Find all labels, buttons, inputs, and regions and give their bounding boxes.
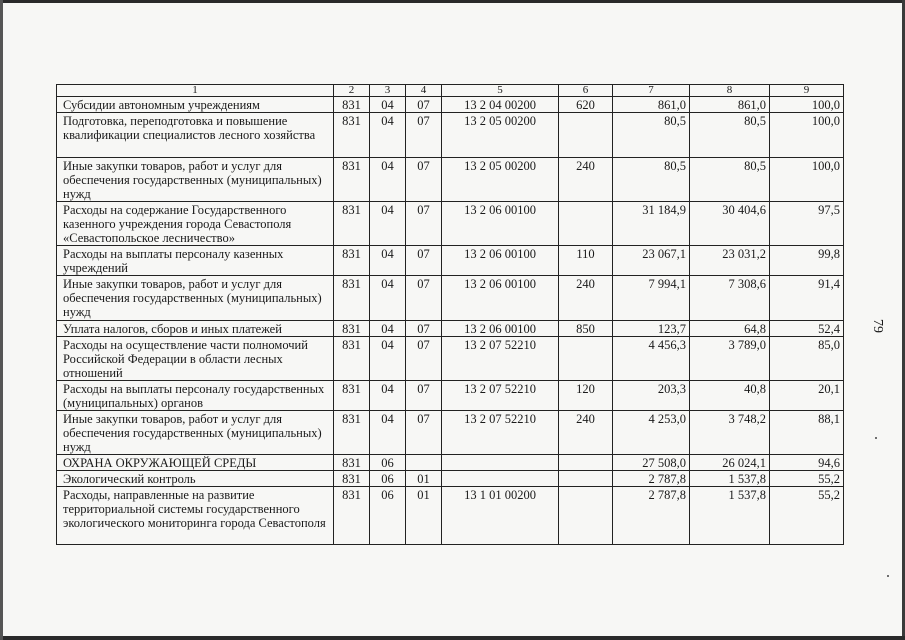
col-9-percent: 100,0 (770, 158, 844, 202)
col-2-code: 831 (334, 455, 370, 471)
col-4-subsection (406, 455, 442, 471)
col-6-expense-type (559, 337, 613, 381)
table-row (57, 321, 844, 337)
col-6-expense-type (559, 455, 613, 471)
col-9-percent: 100,0 (770, 113, 844, 158)
col-5-target-article (442, 471, 559, 487)
col-8-amount: 23 031,2 (690, 246, 770, 276)
col-6-expense-type (559, 471, 613, 487)
col-header: 2 (334, 85, 370, 97)
col-7-amount: 123,7 (613, 321, 690, 337)
col-7-amount: 4 456,3 (613, 337, 690, 381)
col-3-section: 04 (370, 97, 406, 113)
col-3-section: 04 (370, 381, 406, 411)
col-2-code: 831 (334, 158, 370, 202)
col-8-amount: 40,8 (690, 381, 770, 411)
col-7-amount: 4 253,0 (613, 411, 690, 455)
col-4-subsection: 07 (406, 276, 442, 321)
row-name: Расходы на осуществление части полномочий Российской Федерации в области лесных отношений (57, 337, 334, 381)
col-9-percent: 55,2 (770, 471, 844, 487)
col-3-section: 04 (370, 411, 406, 455)
col-7-amount: 31 184,9 (613, 202, 690, 246)
col-3-section: 04 (370, 321, 406, 337)
col-2-code: 831 (334, 97, 370, 113)
col-2-code: 831 (334, 337, 370, 381)
col-5-target-article: 13 1 01 00200 (442, 487, 559, 545)
col-header: 4 (406, 85, 442, 97)
col-6-expense-type (559, 202, 613, 246)
row-name: Иные закупки товаров, работ и услуг для обеспечения государственных (муниципальных) нужд (57, 158, 334, 202)
scan-speck (875, 437, 877, 439)
table-row (57, 97, 844, 113)
table-row (57, 455, 844, 471)
col-7-amount: 7 994,1 (613, 276, 690, 321)
col-7-amount: 2 787,8 (613, 471, 690, 487)
col-8-amount: 30 404,6 (690, 202, 770, 246)
col-4-subsection: 07 (406, 202, 442, 246)
col-3-section: 06 (370, 471, 406, 487)
col-9-percent: 94,6 (770, 455, 844, 471)
col-2-code: 831 (334, 471, 370, 487)
col-3-section: 06 (370, 455, 406, 471)
col-5-target-article: 13 2 05 00200 (442, 158, 559, 202)
col-3-section: 06 (370, 487, 406, 545)
row-name: Уплата налогов, сборов и иных платежей (57, 321, 334, 337)
col-6-expense-type (559, 113, 613, 158)
col-header: 6 (559, 85, 613, 97)
row-name: Иные закупки товаров, работ и услуг для обеспечения государственных (муниципальных) нужд (57, 276, 334, 321)
col-7-amount: 23 067,1 (613, 246, 690, 276)
row-name: Подготовка, переподготовка и повышение квалификации специалистов лесного хозяйства (57, 113, 334, 158)
col-4-subsection: 01 (406, 487, 442, 545)
col-9-percent: 52,4 (770, 321, 844, 337)
table-row (57, 113, 844, 158)
col-5-target-article: 13 2 06 00100 (442, 246, 559, 276)
col-4-subsection: 07 (406, 321, 442, 337)
col-5-target-article: 13 2 06 00100 (442, 321, 559, 337)
col-4-subsection: 07 (406, 337, 442, 381)
col-3-section: 04 (370, 276, 406, 321)
row-name: Расходы на выплаты персоналу казенных учреждений (57, 246, 334, 276)
table-row (57, 276, 844, 321)
col-3-section: 04 (370, 113, 406, 158)
col-8-amount: 1 537,8 (690, 471, 770, 487)
col-5-target-article: 13 2 07 52210 (442, 411, 559, 455)
col-9-percent: 100,0 (770, 97, 844, 113)
col-2-code: 831 (334, 202, 370, 246)
col-6-expense-type: 110 (559, 246, 613, 276)
col-9-percent: 97,5 (770, 202, 844, 246)
col-2-code: 831 (334, 411, 370, 455)
col-9-percent: 85,0 (770, 337, 844, 381)
col-7-amount: 27 508,0 (613, 455, 690, 471)
col-7-amount: 203,3 (613, 381, 690, 411)
col-2-code: 831 (334, 487, 370, 545)
col-header: 8 (690, 85, 770, 97)
col-8-amount: 861,0 (690, 97, 770, 113)
col-8-amount: 64,8 (690, 321, 770, 337)
col-7-amount: 2 787,8 (613, 487, 690, 545)
col-7-amount: 861,0 (613, 97, 690, 113)
col-3-section: 04 (370, 202, 406, 246)
col-9-percent: 99,8 (770, 246, 844, 276)
table-row (57, 381, 844, 411)
table-row (57, 202, 844, 246)
col-4-subsection: 07 (406, 158, 442, 202)
col-3-section: 04 (370, 246, 406, 276)
col-5-target-article: 13 2 05 00200 (442, 113, 559, 158)
scan-edge-left (0, 0, 3, 640)
row-name: Субсидии автономным учреждениям (57, 97, 334, 113)
table-row (57, 337, 844, 381)
col-5-target-article (442, 455, 559, 471)
col-9-percent: 88,1 (770, 411, 844, 455)
col-7-amount: 80,5 (613, 158, 690, 202)
col-3-section: 04 (370, 337, 406, 381)
col-header: 1 (57, 85, 334, 97)
col-6-expense-type: 240 (559, 276, 613, 321)
col-4-subsection: 07 (406, 97, 442, 113)
col-2-code: 831 (334, 381, 370, 411)
col-8-amount: 80,5 (690, 113, 770, 158)
col-6-expense-type: 240 (559, 158, 613, 202)
col-header: 7 (613, 85, 690, 97)
col-2-code: 831 (334, 321, 370, 337)
col-header: 9 (770, 85, 844, 97)
col-8-amount: 7 308,6 (690, 276, 770, 321)
col-4-subsection: 01 (406, 471, 442, 487)
col-9-percent: 20,1 (770, 381, 844, 411)
col-6-expense-type (559, 487, 613, 545)
row-name: ОХРАНА ОКРУЖАЮЩЕЙ СРЕДЫ (57, 455, 334, 471)
col-2-code: 831 (334, 246, 370, 276)
col-8-amount: 1 537,8 (690, 487, 770, 545)
col-2-code: 831 (334, 113, 370, 158)
col-4-subsection: 07 (406, 411, 442, 455)
table-row (57, 487, 844, 545)
col-9-percent: 91,4 (770, 276, 844, 321)
page-number: 79 (870, 319, 885, 333)
col-5-target-article: 13 2 04 00200 (442, 97, 559, 113)
table-header-row (57, 85, 844, 97)
col-9-percent: 55,2 (770, 487, 844, 545)
col-8-amount: 80,5 (690, 158, 770, 202)
table-row (57, 411, 844, 455)
col-6-expense-type: 850 (559, 321, 613, 337)
col-5-target-article: 13 2 06 00100 (442, 276, 559, 321)
budget-table (56, 84, 844, 545)
table-row (57, 471, 844, 487)
col-8-amount: 26 024,1 (690, 455, 770, 471)
col-6-expense-type: 620 (559, 97, 613, 113)
col-5-target-article: 13 2 07 52210 (442, 381, 559, 411)
row-name: Иные закупки товаров, работ и услуг для обеспечения государственных (муниципальных) нужд (57, 411, 334, 455)
col-4-subsection: 07 (406, 246, 442, 276)
scan-edge-top (0, 0, 905, 3)
scan-speck (887, 575, 889, 577)
col-7-amount: 80,5 (613, 113, 690, 158)
col-header: 5 (442, 85, 559, 97)
col-8-amount: 3 789,0 (690, 337, 770, 381)
col-4-subsection: 07 (406, 113, 442, 158)
col-2-code: 831 (334, 276, 370, 321)
col-header: 3 (370, 85, 406, 97)
col-6-expense-type: 240 (559, 411, 613, 455)
scan-edge-bottom (0, 636, 905, 640)
table-row (57, 158, 844, 202)
col-8-amount: 3 748,2 (690, 411, 770, 455)
col-6-expense-type: 120 (559, 381, 613, 411)
row-name: Расходы на содержание Государственного казенного учреждения города Севастополя «Севастопольское лесничество» (57, 202, 334, 246)
row-name: Расходы на выплаты персоналу государственных (муниципальных) органов (57, 381, 334, 411)
col-4-subsection: 07 (406, 381, 442, 411)
table-row (57, 246, 844, 276)
col-5-target-article: 13 2 07 52210 (442, 337, 559, 381)
col-5-target-article: 13 2 06 00100 (442, 202, 559, 246)
col-3-section: 04 (370, 158, 406, 202)
row-name: Экологический контроль (57, 471, 334, 487)
row-name: Расходы, направленные на развитие территориальной системы государственного экологического мониторинга города Севастополя (57, 487, 334, 545)
